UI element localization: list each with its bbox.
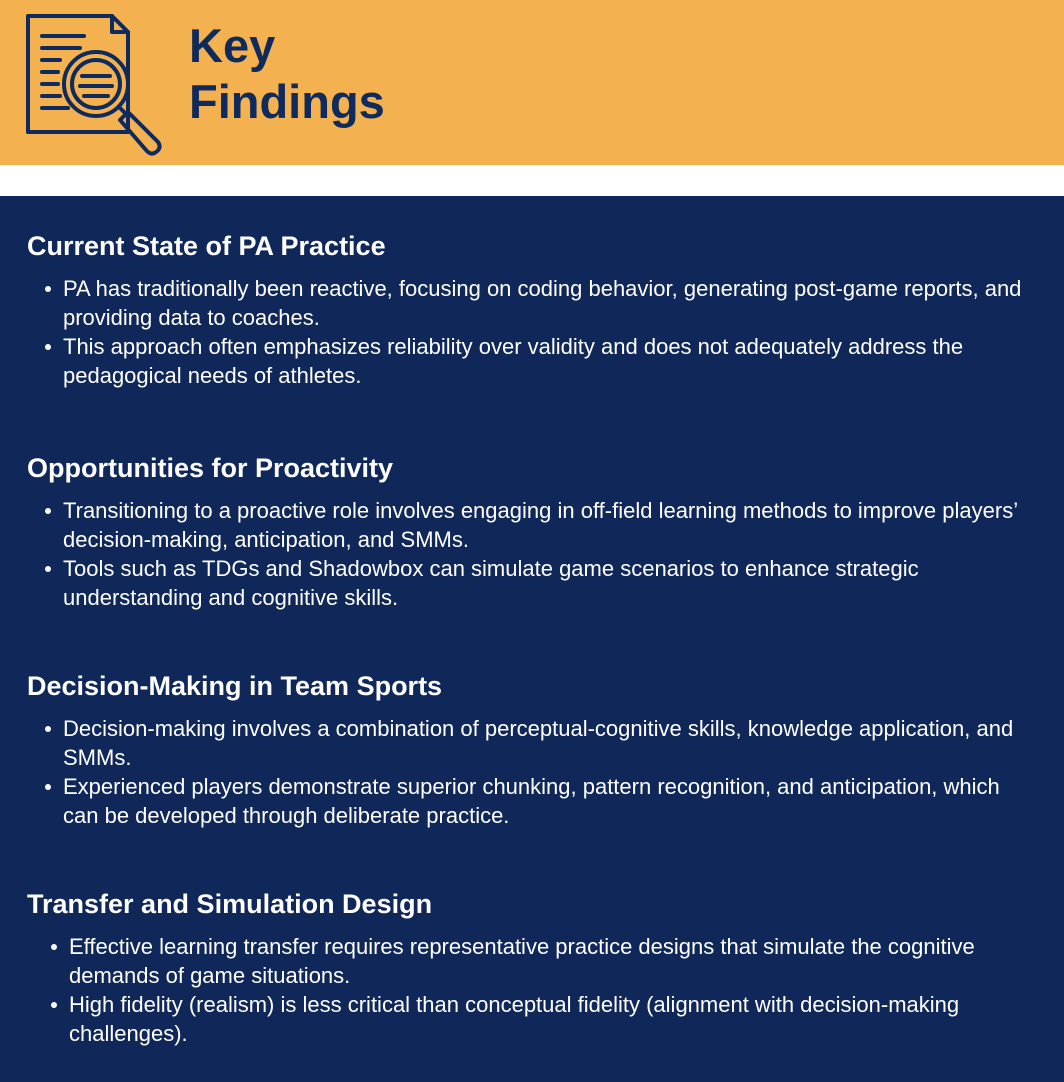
bullet-item: Tools such as TDGs and Shadowbox can simulate game scenarios to enhance strategic understanding and cognitive skills. — [63, 554, 1037, 612]
page-title — [189, 18, 589, 130]
section-transfer-simulation — [27, 886, 1037, 1048]
section-heading: Opportunities for Proactivity — [27, 453, 394, 483]
section-opportunities — [27, 450, 1037, 612]
document-magnifier-icon — [24, 12, 170, 156]
bullet-item: This approach often emphasizes reliability over validity and does not adequately address the pedagogical needs of athletes. — [63, 332, 1037, 390]
section-heading: Current State of PA Practice — [27, 231, 386, 261]
bullet-item: Effective learning transfer requires representative practice designs that simulate the cognitive demands of game situations. — [69, 932, 1037, 990]
bullet-item: PA has traditionally been reactive, focusing on coding behavior, generating post-game reports, and providing data to coaches. — [63, 274, 1037, 332]
bullet-list — [27, 496, 1037, 612]
bullet-list — [27, 714, 1037, 830]
header-banner — [0, 0, 1064, 165]
bullet-list — [27, 274, 1037, 390]
bullet-item: Decision-making involves a combination of perceptual-cognitive skills, knowledge application, and SMMs. — [63, 714, 1037, 772]
section-current-state — [27, 228, 1037, 390]
divider-strip — [0, 165, 1064, 196]
section-heading: Transfer and Simulation Design — [27, 889, 433, 919]
bullet-item: Experienced players demonstrate superior chunking, pattern recognition, and anticipation, which can be developed through deliberate practice. — [63, 772, 1037, 830]
section-decision-making — [27, 668, 1037, 830]
title-line-1: Key — [189, 19, 276, 72]
section-heading: Decision-Making in Team Sports — [27, 671, 443, 701]
findings-panel — [0, 196, 1064, 1082]
title-line-2: Findings — [189, 75, 385, 128]
bullet-list — [27, 932, 1037, 1048]
bullet-item: Transitioning to a proactive role involves engaging in off-field learning methods to improve players’ decision-making, anticipation, and SMMs. — [63, 496, 1037, 554]
bullet-item: High fidelity (realism) is less critical than conceptual fidelity (alignment with decision-making challenges). — [69, 990, 1037, 1048]
